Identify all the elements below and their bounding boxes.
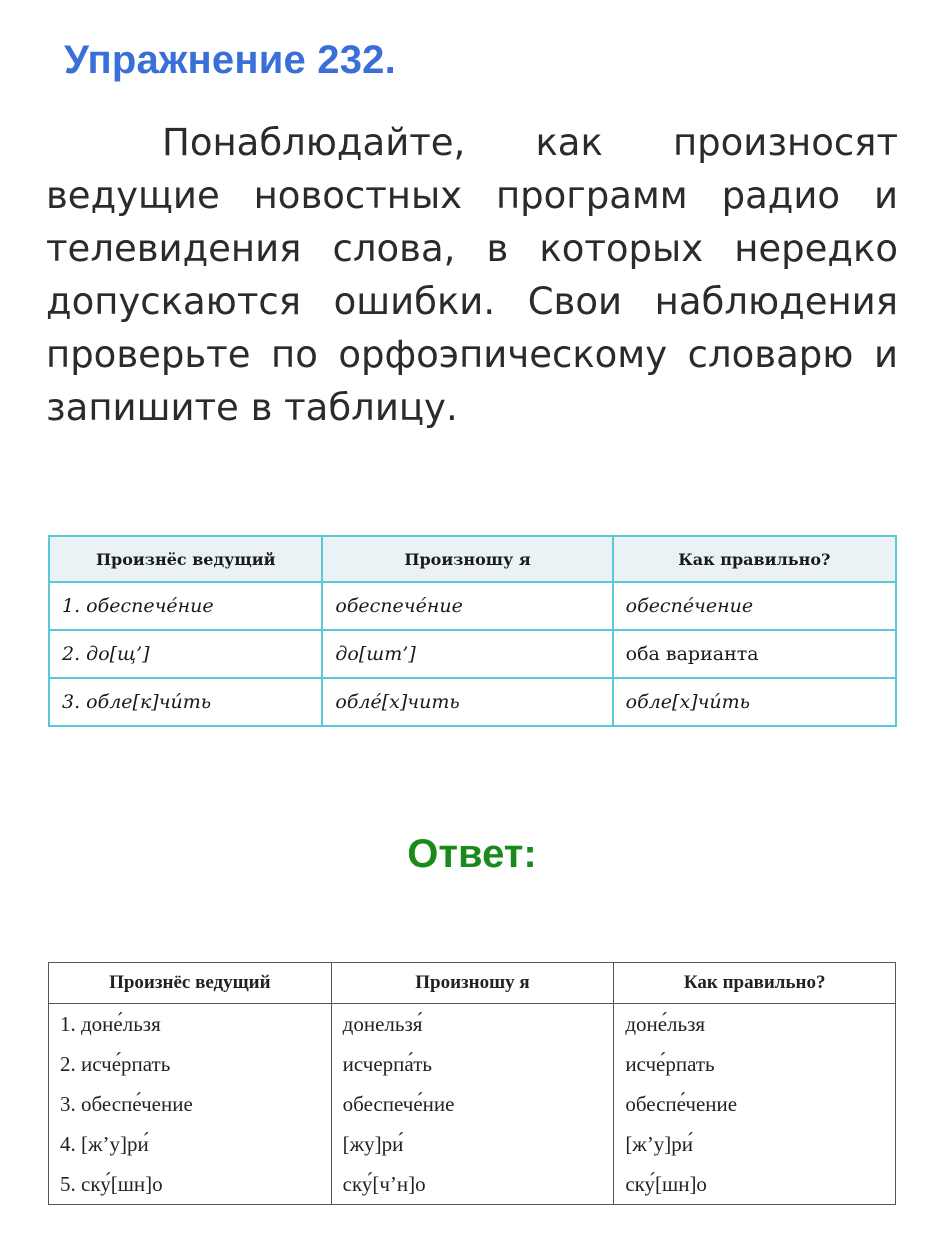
table-cell: 1. доне́льзя bbox=[49, 1004, 332, 1045]
table-cell: 5. ску́[шн]о bbox=[49, 1164, 332, 1205]
table-row bbox=[49, 1164, 896, 1205]
table-cell: ску́[шн]о bbox=[614, 1164, 896, 1205]
answer-table bbox=[48, 962, 896, 1205]
table-cell: донельзя́ bbox=[331, 1004, 614, 1045]
table-cell: 4. [ж’у]ри́ bbox=[49, 1124, 332, 1164]
table-cell: обеспече́ние bbox=[331, 1084, 614, 1124]
table-cell: 1. обеспече́ние bbox=[49, 582, 322, 630]
header-host-said: Произнёс ведущий bbox=[49, 963, 332, 1004]
table-cell: 2. до[щ’] bbox=[49, 630, 322, 678]
table-cell: обеспе́чение bbox=[614, 1084, 896, 1124]
table-cell: обле́[х]чить bbox=[322, 678, 612, 726]
table-cell: 2. исче́рпать bbox=[49, 1044, 332, 1084]
exercise-text: Понаблюдайте, как произносят ведущие новостных программ радио и телевидения слова, в которых нередко допускаются ошибки. Свои наблюдения проверьте по орфоэпическому словарю и запишите в таблицу. bbox=[46, 121, 898, 429]
table-row bbox=[49, 582, 896, 630]
table-cell: доне́льзя bbox=[614, 1004, 896, 1045]
header-correct: Как правильно? bbox=[613, 536, 896, 582]
table-row bbox=[49, 1004, 896, 1045]
table-cell: [жу]ри́ bbox=[331, 1124, 614, 1164]
table-cell: ску́[ч’н]о bbox=[331, 1164, 614, 1205]
table-row bbox=[49, 1084, 896, 1124]
table-cell: исче́рпать bbox=[614, 1044, 896, 1084]
table-cell: 3. обле[к]чи́ть bbox=[49, 678, 322, 726]
table-cell: [ж’у]ри́ bbox=[614, 1124, 896, 1164]
header-host-said: Произнёс ведущий bbox=[49, 536, 322, 582]
table-cell: оба варианта bbox=[613, 630, 896, 678]
table-header-row bbox=[49, 536, 896, 582]
table-row bbox=[49, 678, 896, 726]
table-cell: до[шт’] bbox=[322, 630, 612, 678]
table-cell: исчерпа́ть bbox=[331, 1044, 614, 1084]
table-header-row bbox=[49, 963, 896, 1004]
header-i-pronounce: Произношу я bbox=[322, 536, 612, 582]
table-row bbox=[49, 630, 896, 678]
header-correct: Как правильно? bbox=[614, 963, 896, 1004]
header-i-pronounce: Произношу я bbox=[331, 963, 614, 1004]
exercise-title: Упражнение 232. bbox=[64, 38, 396, 82]
table-cell: обле[х]чи́ть bbox=[613, 678, 896, 726]
table-cell: 3. обеспе́чение bbox=[49, 1084, 332, 1124]
answer-label: Ответ: bbox=[407, 832, 537, 876]
example-table bbox=[48, 535, 897, 727]
table-cell: обеспе́чение bbox=[613, 582, 896, 630]
table-cell: обеспече́ние bbox=[322, 582, 612, 630]
table-row bbox=[49, 1124, 896, 1164]
table-row bbox=[49, 1044, 896, 1084]
